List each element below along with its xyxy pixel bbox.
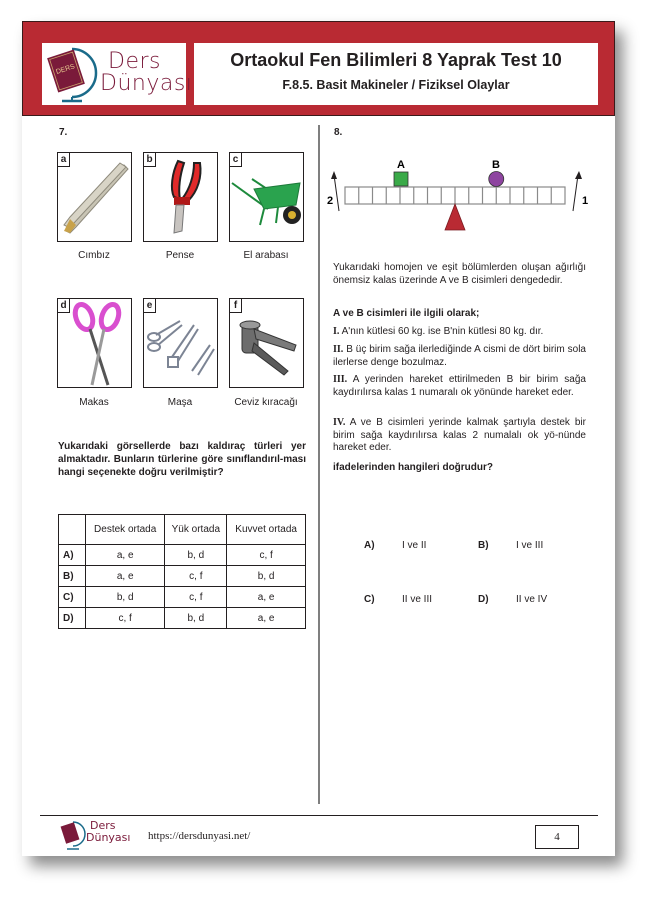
image-nutcracker [229, 298, 304, 388]
table-header-cell: Kuvvet ortada [227, 515, 306, 545]
question-8-number: 8. [334, 127, 343, 138]
question-7-number: 7. [59, 127, 68, 138]
question-8-intro: Yukarıdaki homojen ve eşit bölümlerden oluşan ağırlığı önemsiz kalas üzerinde A ve B cisimleri dengededir. [333, 262, 586, 286]
table-header-cell: Destek ortada [86, 515, 165, 545]
column-divider [318, 125, 320, 804]
statement-1: I. A'nın kütlesi 60 kg. ise B'nin kütlesi 80 kg. dır. [333, 326, 544, 337]
table-cell: c, f [165, 566, 227, 587]
table-cell: a, e [227, 587, 306, 608]
globe-book-icon [42, 43, 102, 105]
svg-text:A: A [397, 159, 405, 171]
title-box [194, 43, 598, 105]
image-tag: c [230, 153, 242, 167]
option-a[interactable]: A) I ve II [364, 540, 427, 551]
worksheet-page [22, 21, 615, 856]
footer-url-link[interactable]: https://dersdunyasi.net/ [148, 830, 251, 842]
table-cell: b, d [86, 587, 165, 608]
table-header-cell: Yük ortada [165, 515, 227, 545]
table-cell: b, d [227, 566, 306, 587]
object-b-circle [489, 172, 504, 187]
table-row[interactable] [59, 566, 306, 587]
question-8-question: ifadelerinden hangileri doğrudur? [333, 462, 494, 473]
table-cell: c, f [227, 545, 306, 566]
statement-4: IV. A ve B cisimleri yerinde kalmak şartıyla destek bir birim sağa kaydırılırsa kalas 2 numalalı ok yö-nünde hareket eder. [333, 417, 586, 453]
caption-nutcracker: Ceviz kıracağı [234, 397, 298, 408]
table-row[interactable] [59, 608, 306, 629]
logo-text-dunyasi: Dünyası [100, 71, 193, 96]
brand-logo[interactable] [42, 43, 193, 105]
question-8-lead: A ve B cisimleri ile ilgili olarak; [333, 308, 480, 319]
table-cell: a, e [86, 566, 165, 587]
image-tag: b [144, 153, 156, 167]
image-scissors [57, 298, 132, 388]
header-banner [22, 21, 615, 116]
table-header-cell [59, 515, 86, 545]
image-tweezers [57, 152, 132, 242]
row-label: A) [59, 545, 86, 566]
fulcrum-triangle [445, 204, 465, 230]
footer-logo-dunyasi: Dünyası [86, 831, 131, 844]
option-c[interactable]: C) II ve III [364, 594, 433, 605]
footer-rule [40, 815, 598, 816]
table-cell: c, f [86, 608, 165, 629]
svg-text:2: 2 [327, 195, 334, 207]
arrow-2-icon [334, 175, 339, 211]
globe-book-icon [58, 819, 88, 851]
table-header-row [59, 515, 306, 545]
image-pliers [143, 152, 218, 242]
table-cell: b, d [165, 545, 227, 566]
plank [345, 187, 565, 204]
table-cell: a, e [86, 545, 165, 566]
statement-2: II. B üç birim sağa ilerlediğinde A cismi de dört birim sola ilerlerse denge bozulmaz. [333, 344, 586, 368]
image-tag: e [144, 299, 156, 313]
option-b[interactable]: B) I ve III [478, 540, 544, 551]
svg-text:DERS: DERS [55, 63, 76, 76]
question-7-prompt: Yukarıdaki görsellerde bazı kaldıraç türleri yer almaktadır. Bunların türlerine göre sınıflandırıl-ması hangi seçenekte doğru verilmiştir? [58, 441, 306, 478]
caption-tweezers: Cımbız [78, 250, 110, 261]
caption-scissors: Makas [79, 397, 109, 408]
caption-wheelbarrow: El arabası [243, 250, 289, 261]
object-a-square [394, 172, 408, 186]
table-row[interactable] [59, 587, 306, 608]
image-tongs [143, 298, 218, 388]
table-cell: a, e [227, 608, 306, 629]
table-cell: c, f [165, 587, 227, 608]
image-wheelbarrow [229, 152, 304, 242]
page-title: Ortaokul Fen Bilimleri 8 Yaprak Test 10 [230, 50, 562, 70]
statement-3: III. A yerinden hareket ettirilmeden B bir birim sağa kaydırılırsa kalas 1 numaralı ok yönünde hareket eder. [333, 374, 586, 398]
image-tag: f [230, 299, 242, 313]
lever-diagram [325, 151, 595, 233]
row-label: B) [59, 566, 86, 587]
option-d[interactable]: D) II ve IV [478, 594, 548, 605]
svg-text:1: 1 [582, 195, 589, 207]
caption-tongs: Maşa [167, 397, 193, 408]
row-label: D) [59, 608, 86, 629]
svg-text:B: B [492, 159, 500, 171]
logo-text-ders: Ders [108, 49, 161, 74]
table-row[interactable] [59, 545, 306, 566]
page-subtitle: F.8.5. Basit Makineler / Fiziksel Olaylar [282, 78, 510, 92]
row-label: C) [59, 587, 86, 608]
image-tag: a [58, 153, 70, 167]
image-tag: d [58, 299, 70, 313]
arrow-1-icon [573, 175, 578, 211]
answer-table [58, 514, 306, 629]
footer-logo[interactable] [58, 819, 144, 851]
table-cell: b, d [165, 608, 227, 629]
footer-logo-ders: Ders [90, 819, 116, 832]
caption-pliers: Pense [165, 250, 195, 261]
page-number: 4 [535, 825, 579, 849]
